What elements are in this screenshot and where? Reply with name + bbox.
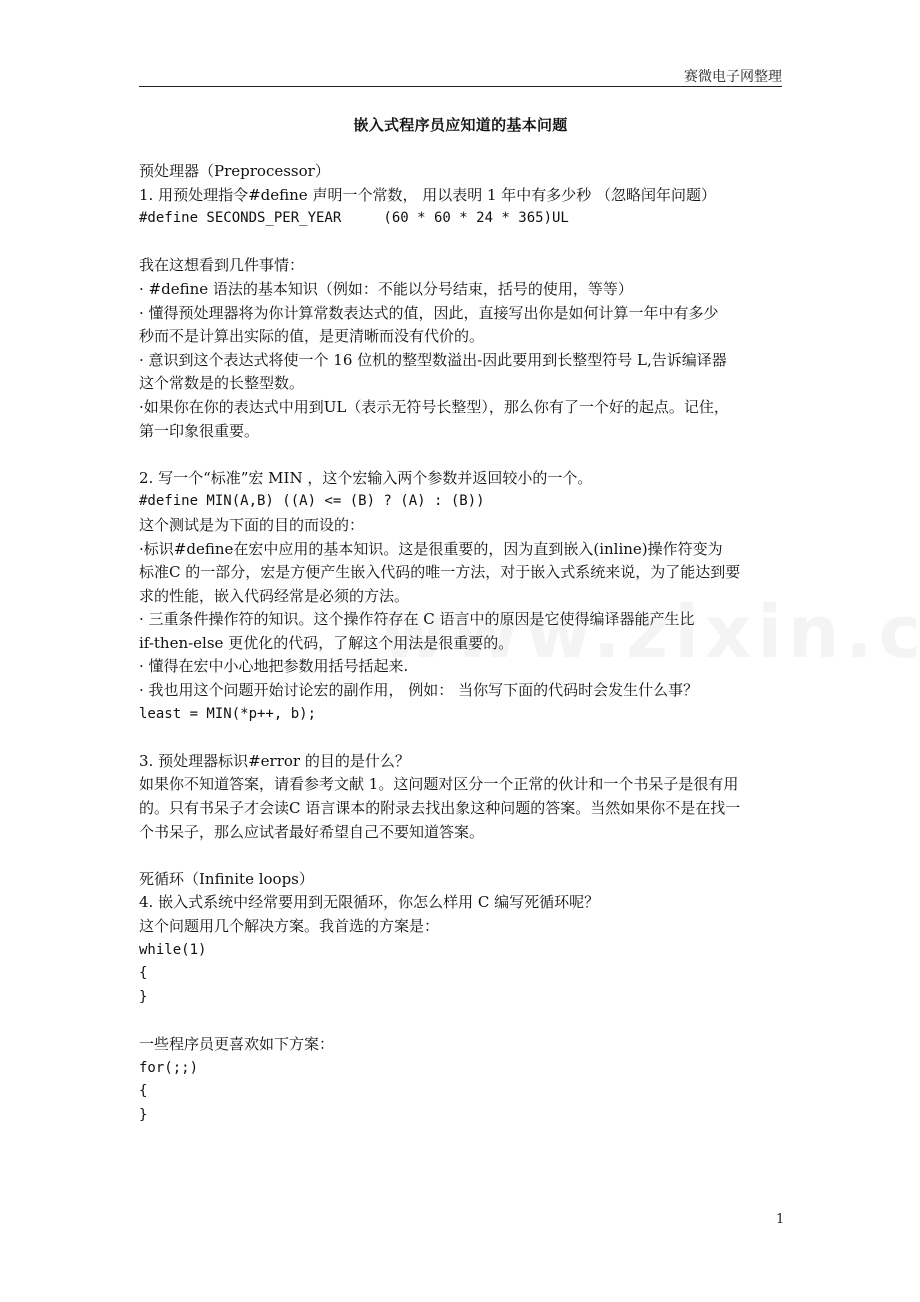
blank-line — [139, 231, 784, 255]
blank-line — [139, 844, 784, 868]
paragraph-line: 秒而不是计算出实际的值，是更清晰而没有代价的。 — [139, 327, 485, 346]
bullet-line: · 懂得在宏中小心地把参数用括号括起来. — [139, 657, 409, 676]
section-heading-preprocessor: 预处理器（Preprocessor） — [139, 162, 330, 180]
question-1: 1. 用预处理指令#define 声明一个常数， 用以表明 1 年中有多少秒 （忽略闰年问题） — [139, 185, 717, 204]
document-title: 嵌入式程序员应知道的基本问题 — [353, 116, 568, 134]
bullet-line: · 三重条件操作符的知识。这个操作符存在 C 语言中的原因是它使得编译器能产生比 — [139, 610, 695, 629]
bullet-line: · 懂得预处理器将为你计算常数表达式的值，因此，直接写出你是如何计算一年中有多少 — [139, 303, 719, 322]
header-rule — [139, 86, 782, 87]
code-line: { — [139, 965, 148, 982]
code-line: for(;;) — [139, 1059, 199, 1076]
bullet-line: ·标识#define在宏中应用的基本知识。这是很重要的，因为直到嵌入(inline)操作符变为 — [139, 539, 723, 558]
bullet-line: · 意识到这个表达式将使一个 16 位机的整型数溢出-因此要用到长整型符号 L,告诉编译器 — [139, 350, 727, 369]
question-4: 4. 嵌入式系统中经常要用到无限循环，你怎么样用 C 编写死循环呢？ — [139, 893, 600, 912]
page-header — [139, 66, 782, 86]
bullet-line: · #define 语法的基本知识（例如：不能以分号结束，括号的使用，等等） — [139, 279, 633, 298]
blank-line — [139, 443, 784, 467]
paragraph-line: 的。只有书呆子才会读C 语言课本的附录去找出象这种问题的答案。当然如果你不是在找一 — [139, 799, 741, 818]
paragraph-line: 第一印象很重要。 — [139, 421, 260, 440]
bullet-line: ·如果你在你的表达式中用到UL（表示无符号长整型），那么你有了一个好的起点。记住， — [139, 397, 729, 416]
question-2: 2. 写一个“标准”宏 MIN ，这个宏输入两个参数并返回较小的一个。 — [139, 468, 593, 487]
document-body — [139, 160, 784, 1127]
code-line: #define SECONDS_PER_YEAR (60 * 60 * 24 * 365)UL — [139, 210, 569, 227]
paragraph-line: if-then-else 更优化的代码，了解这个用法是很重要的。 — [139, 633, 514, 652]
bullet-line: · 我也用这个问题开始讨论宏的副作用， 例如： 当你写下面的代码时会发生什么事？ — [139, 681, 699, 700]
paragraph-line: 如果你不知道答案，请看参考文献 1。这问题对区分一个正常的伙计和一个书呆子是很有用 — [139, 775, 739, 794]
blank-line — [139, 726, 784, 750]
blank-line — [139, 1009, 784, 1033]
page-number: 1 — [776, 1212, 785, 1227]
code-line: } — [139, 988, 148, 1005]
paragraph-line: 标准C 的一部分，宏是方便产生嵌入代码的唯一方法，对于嵌入式系统来说，为了能达到要 — [139, 563, 741, 582]
paragraph-line: 这个常数是的长整型数。 — [139, 374, 305, 393]
paragraph-line: 这个问题用几个解决方案。我首选的方案是： — [139, 917, 440, 935]
paragraph-line: 一些程序员更喜欢如下方案： — [139, 1034, 335, 1053]
paragraph-line: 个书呆子，那么应试者最好希望自己不要知道答案。 — [139, 822, 485, 841]
code-line: #define MIN(A,B) ((A) <= (B) ? (A) : (B)) — [139, 493, 485, 510]
question-3: 3. 预处理器标识#error 的目的是什么？ — [139, 751, 410, 770]
paragraph-line: 求的性能，嵌入代码经常是必须的方法。 — [139, 586, 410, 605]
header-text: 赛微电子网整理 — [684, 69, 782, 85]
paragraph-line: 我在这想看到几件事情： — [139, 256, 305, 275]
section-heading-infinite-loops: 死循环（Infinite loops） — [139, 869, 314, 888]
code-line: while(1) — [139, 941, 207, 958]
code-line: least = MIN(*p++, b); — [139, 705, 317, 722]
code-line: } — [139, 1106, 148, 1123]
paragraph-line: 这个测试是为下面的目的而设的： — [139, 515, 365, 534]
code-line: { — [139, 1083, 148, 1100]
